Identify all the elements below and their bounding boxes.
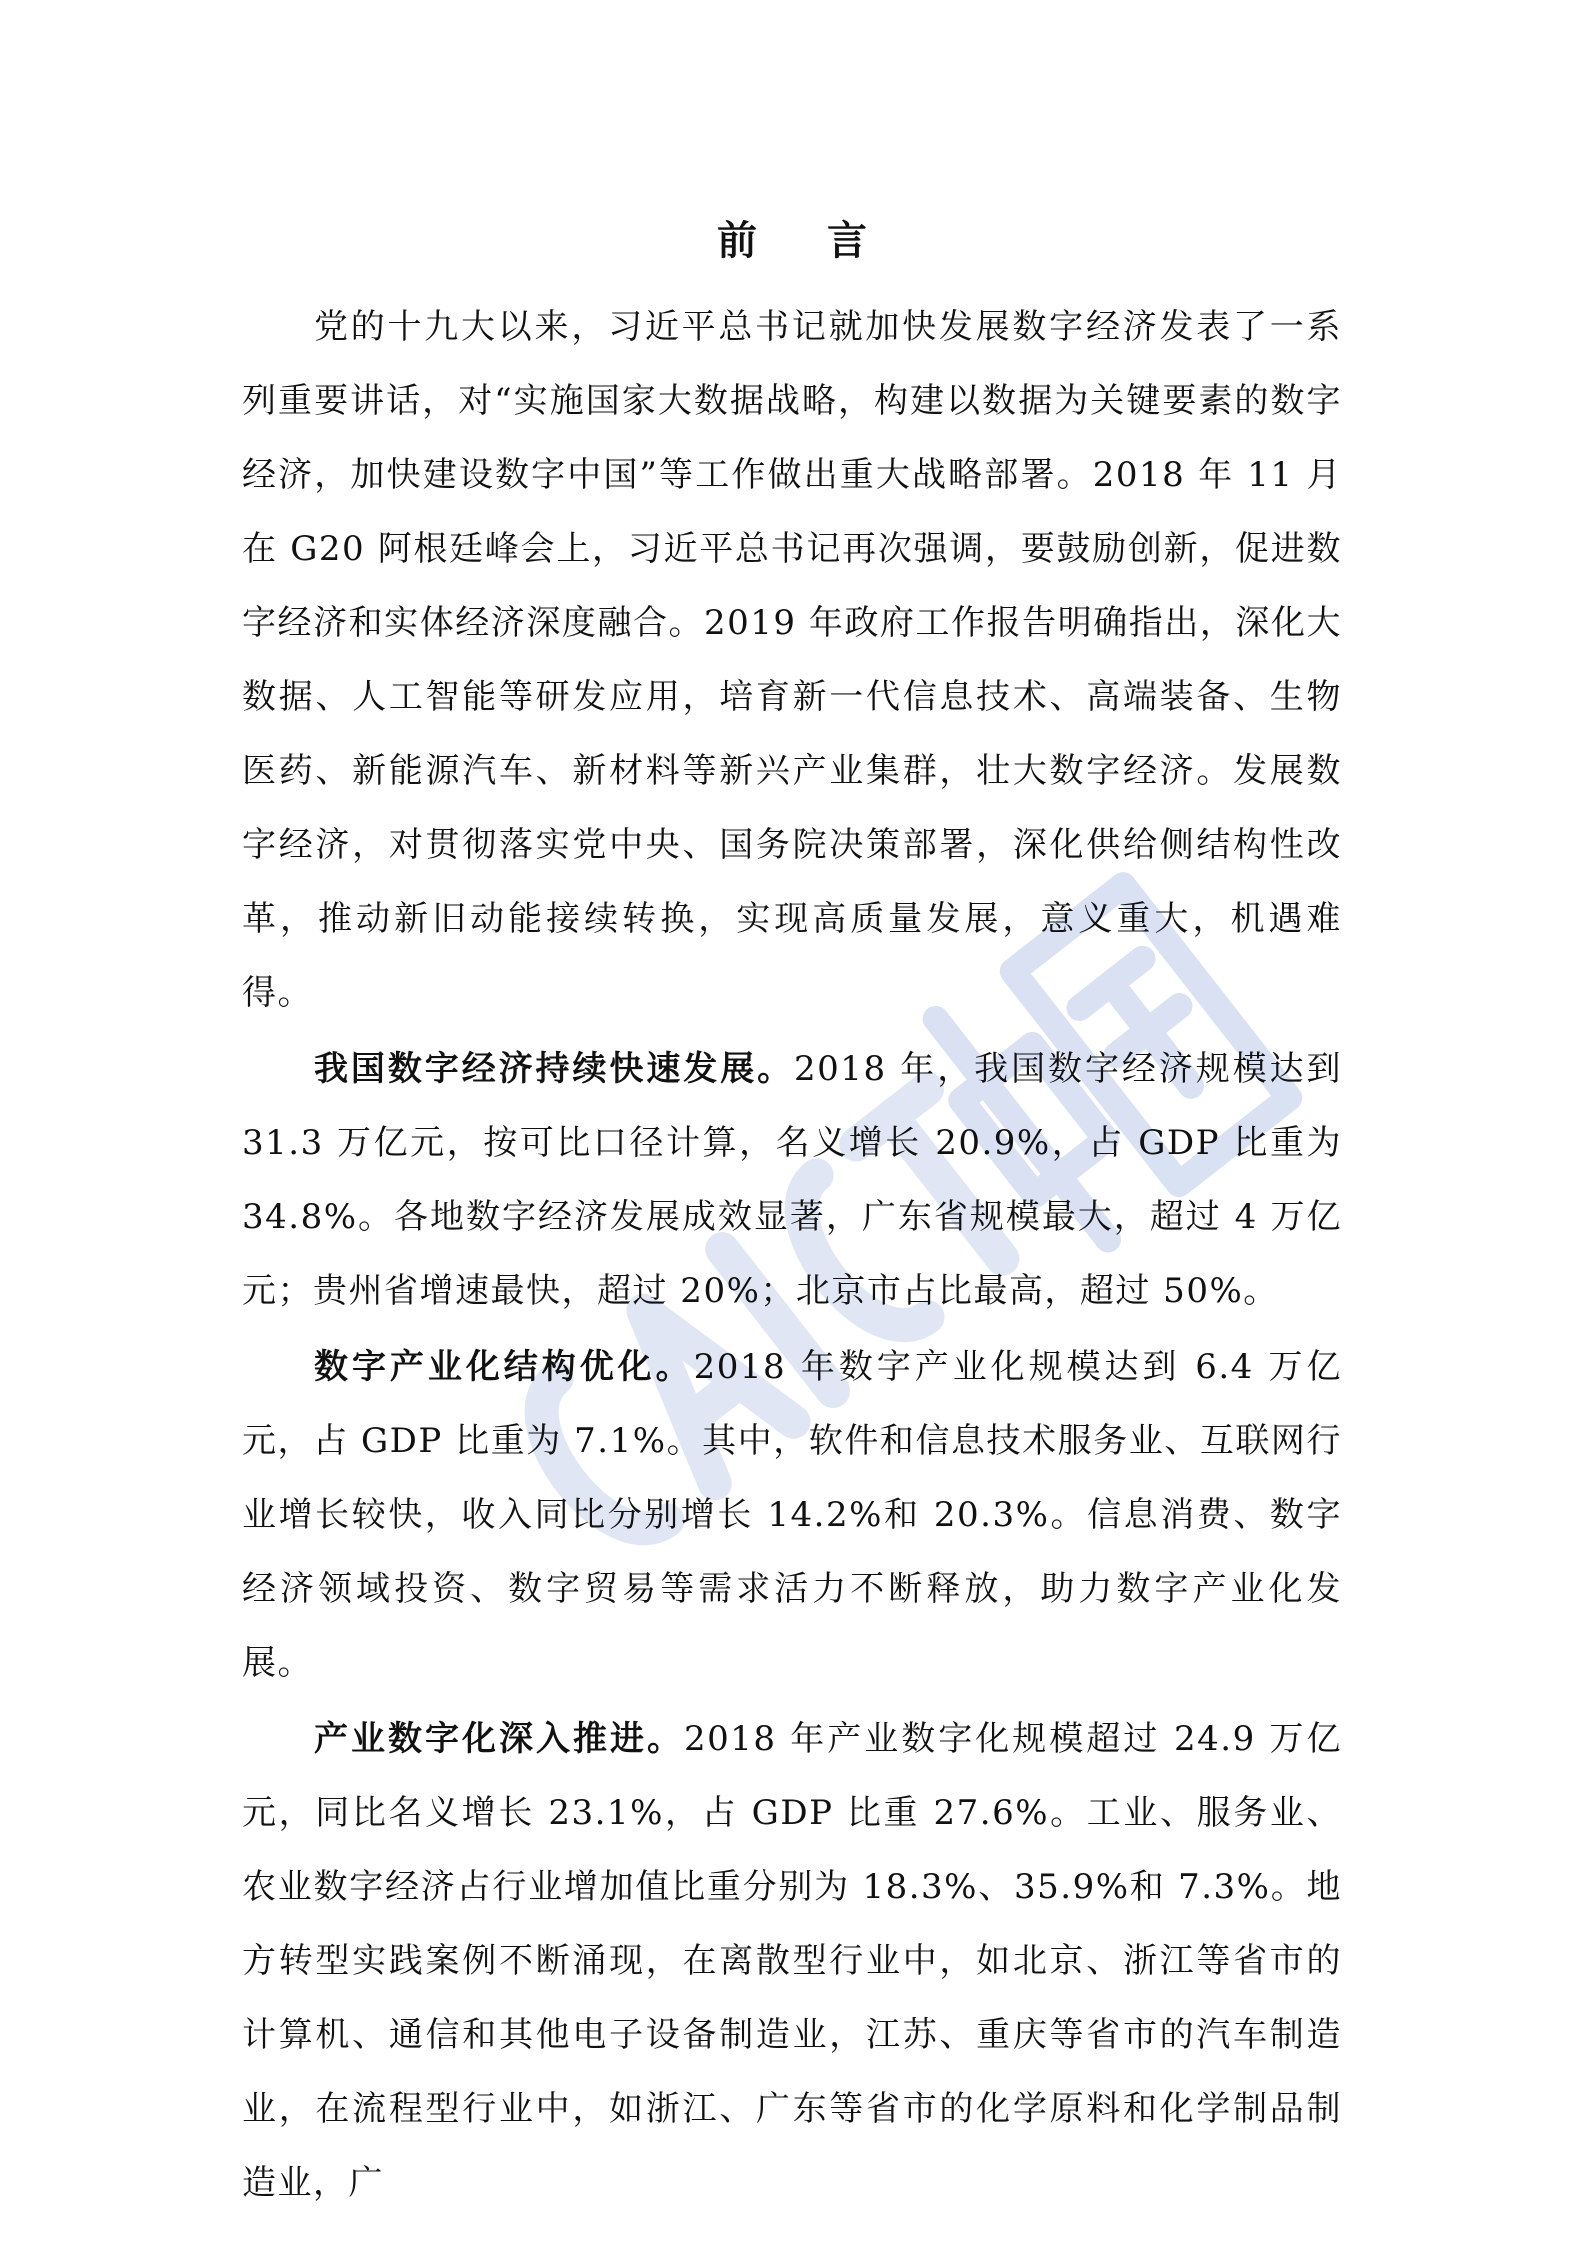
paragraph-intro bbox=[242, 290, 1342, 1030]
paragraph-lead-heading: 我国数字经济持续快速发展。 bbox=[314, 1049, 795, 1089]
paragraph-lead-heading: 数字产业化结构优化。 bbox=[314, 1347, 694, 1387]
paragraph-digital-industrialization bbox=[242, 1330, 1342, 1700]
document-content bbox=[242, 210, 1342, 2222]
paragraph-lead-heading: 产业数字化深入推进。 bbox=[314, 1719, 684, 1759]
paragraph-body-text: 2018 年数字产业化规模达到 6.4 万亿元，占 GDP 比重为 7.1%。其中，软件和信息技术服务业、互联网行业增长较快，收入同比分别增长 14.2%和 20.3%。信息消费、数字经济领域投资、数字贸易等需求活力不断释放，助力数字产业化发展。 bbox=[242, 1347, 1342, 1683]
paragraph-body-text: 2018 年产业数字化规模超过 24.9 万亿元，同比名义增长 23.1%，占 GDP 比重 27.6%。工业、服务业、农业数字经济占行业增加值比重分别为 18.3%、35.9%和 7.3%。地方转型实践案例不断涌现，在离散型行业中，如北京、浙江等省市的计算机、通信和其他电子设备制造业，江苏、重庆等省市的汽车制造业，在流程型行业中，如浙江、广东等省市的化学原料和化学制品制造业，广 bbox=[242, 1719, 1342, 2203]
page-title: 前 言 bbox=[717, 218, 895, 264]
paragraph-intro-text: 党的十九大以来，习近平总书记就加快发展数字经济发表了一系列重要讲话，对“实施国家大数据战略，构建以数据为关键要素的数字经济，加快建设数字中国”等工作做出重大战略部署。2018 年 11 月在 G20 阿根廷峰会上，习近平总书记再次强调，要鼓励创新，促进数字经济和实体经济深度融合。2019 年政府工作报告明确指出，深化大数据、人工智能等研发应用，培育新一代信息技术、高端装备、生物医药、新能源汽车、新材料等新兴产业集群，壮大数字经济。发展数字经济，对贯彻落实党中央、国务院决策部署，深化供给侧结构性改革，推动新旧动能接续转换，实现高质量发展，意义重大，机遇难得。 bbox=[242, 307, 1343, 1013]
paragraph-body-text: 2018 年，我国数字经济规模达到 31.3 万亿元，按可比口径计算，名义增长 20.9%，占 GDP 比重为 34.8%。各地数字经济发展成效显著，广东省规模最大，超过 4 万亿元；贵州省增速最快，超过 20%；北京市占比最高，超过 50%。 bbox=[242, 1049, 1342, 1311]
paragraph-industrial-digitalization bbox=[242, 1702, 1342, 2220]
paragraph-digital-economy-growth bbox=[242, 1032, 1342, 1328]
